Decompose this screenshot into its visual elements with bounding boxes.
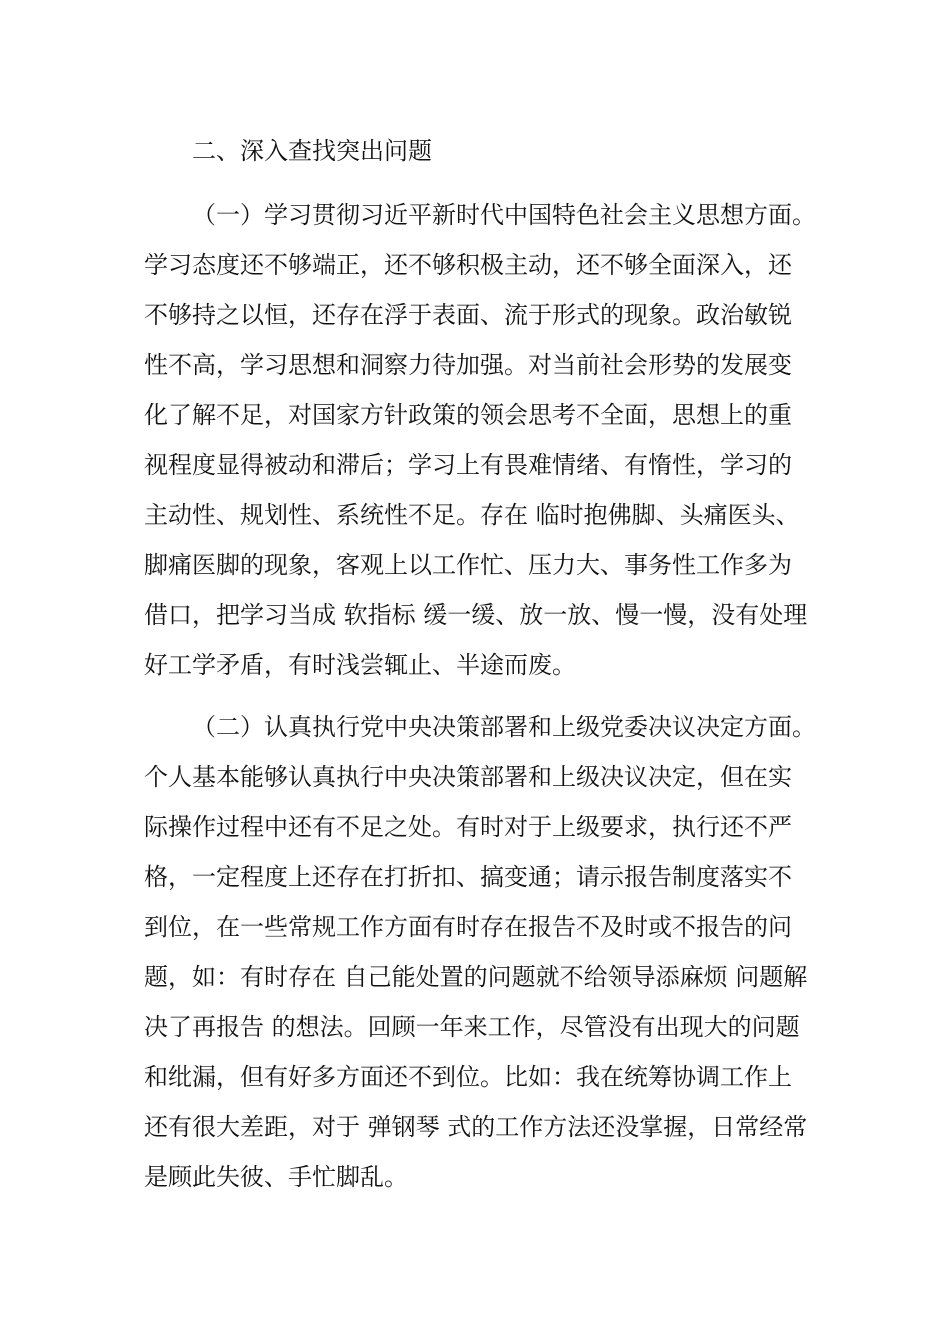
paragraph-1-line-10: 好工学矛盾，有时浅尝辄止、半途而废。 xyxy=(144,651,576,679)
paragraph-2-line-7: 决了再报告 的想法。回顾一年来工作，尽管没有出现大的问题 xyxy=(144,1013,800,1041)
paragraph-1-line-4: 性不高，学习思想和洞察力待加强。对当前社会形势的发展变 xyxy=(144,351,792,379)
paragraph-1-line-6: 视程度显得被动和滞后；学习上有畏难情绪、有惰性，学习的 xyxy=(144,451,792,479)
paragraph-1-line-7: 主动性、规划性、系统性不足。存在 临时抱佛脚、头痛医头、 xyxy=(144,501,800,529)
paragraph-2-line-2: 个人基本能够认真执行中央决策部署和上级决议决定，但在实 xyxy=(144,763,792,791)
paragraph-2-line-8: 和纰漏，但有好多方面还不到位。比如：我在统筹协调工作上 xyxy=(144,1063,792,1091)
paragraph-2-line-6: 题，如：有时存在 自己能处置的问题就不给领导添麻烦 问题解 xyxy=(144,963,808,991)
paragraph-2-line-1: （二）认真执行党中央决策部署和上级党委决议决定方面。 xyxy=(192,713,816,741)
paragraph-2-line-3: 际操作过程中还有不足之处。有时对于上级要求，执行还不严 xyxy=(144,813,792,841)
section-heading: 二、深入查找突出问题 xyxy=(192,137,432,165)
paragraph-1-line-8: 脚痛医脚的现象，客观上以工作忙、压力大、事务性工作多为 xyxy=(144,551,792,579)
paragraph-2-line-4: 格，一定程度上还存在打折扣、搞变通；请示报告制度落实不 xyxy=(144,863,792,891)
paragraph-2-line-5: 到位，在一些常规工作方面有时存在报告不及时或不报告的问 xyxy=(144,913,792,941)
paragraph-1-line-9: 借口，把学习当成 软指标 缓一缓、放一放、慢一慢，没有处理 xyxy=(144,601,808,629)
paragraph-2-line-9: 还有很大差距，对于 弹钢琴 式的工作方法还没掌握，日常经常 xyxy=(144,1113,808,1141)
paragraph-2-line-10: 是顾此失彼、手忙脚乱。 xyxy=(144,1163,408,1191)
paragraph-1-line-2: 学习态度还不够端正，还不够积极主动，还不够全面深入，还 xyxy=(144,251,792,279)
paragraph-1-line-3: 不够持之以恒，还存在浮于表面、流于形式的现象。政治敏锐 xyxy=(144,301,792,329)
paragraph-1-line-5: 化了解不足，对国家方针政策的领会思考不全面，思想上的重 xyxy=(144,401,792,429)
paragraph-1-line-1: （一）学习贯彻习近平新时代中国特色社会主义思想方面。 xyxy=(192,201,816,229)
